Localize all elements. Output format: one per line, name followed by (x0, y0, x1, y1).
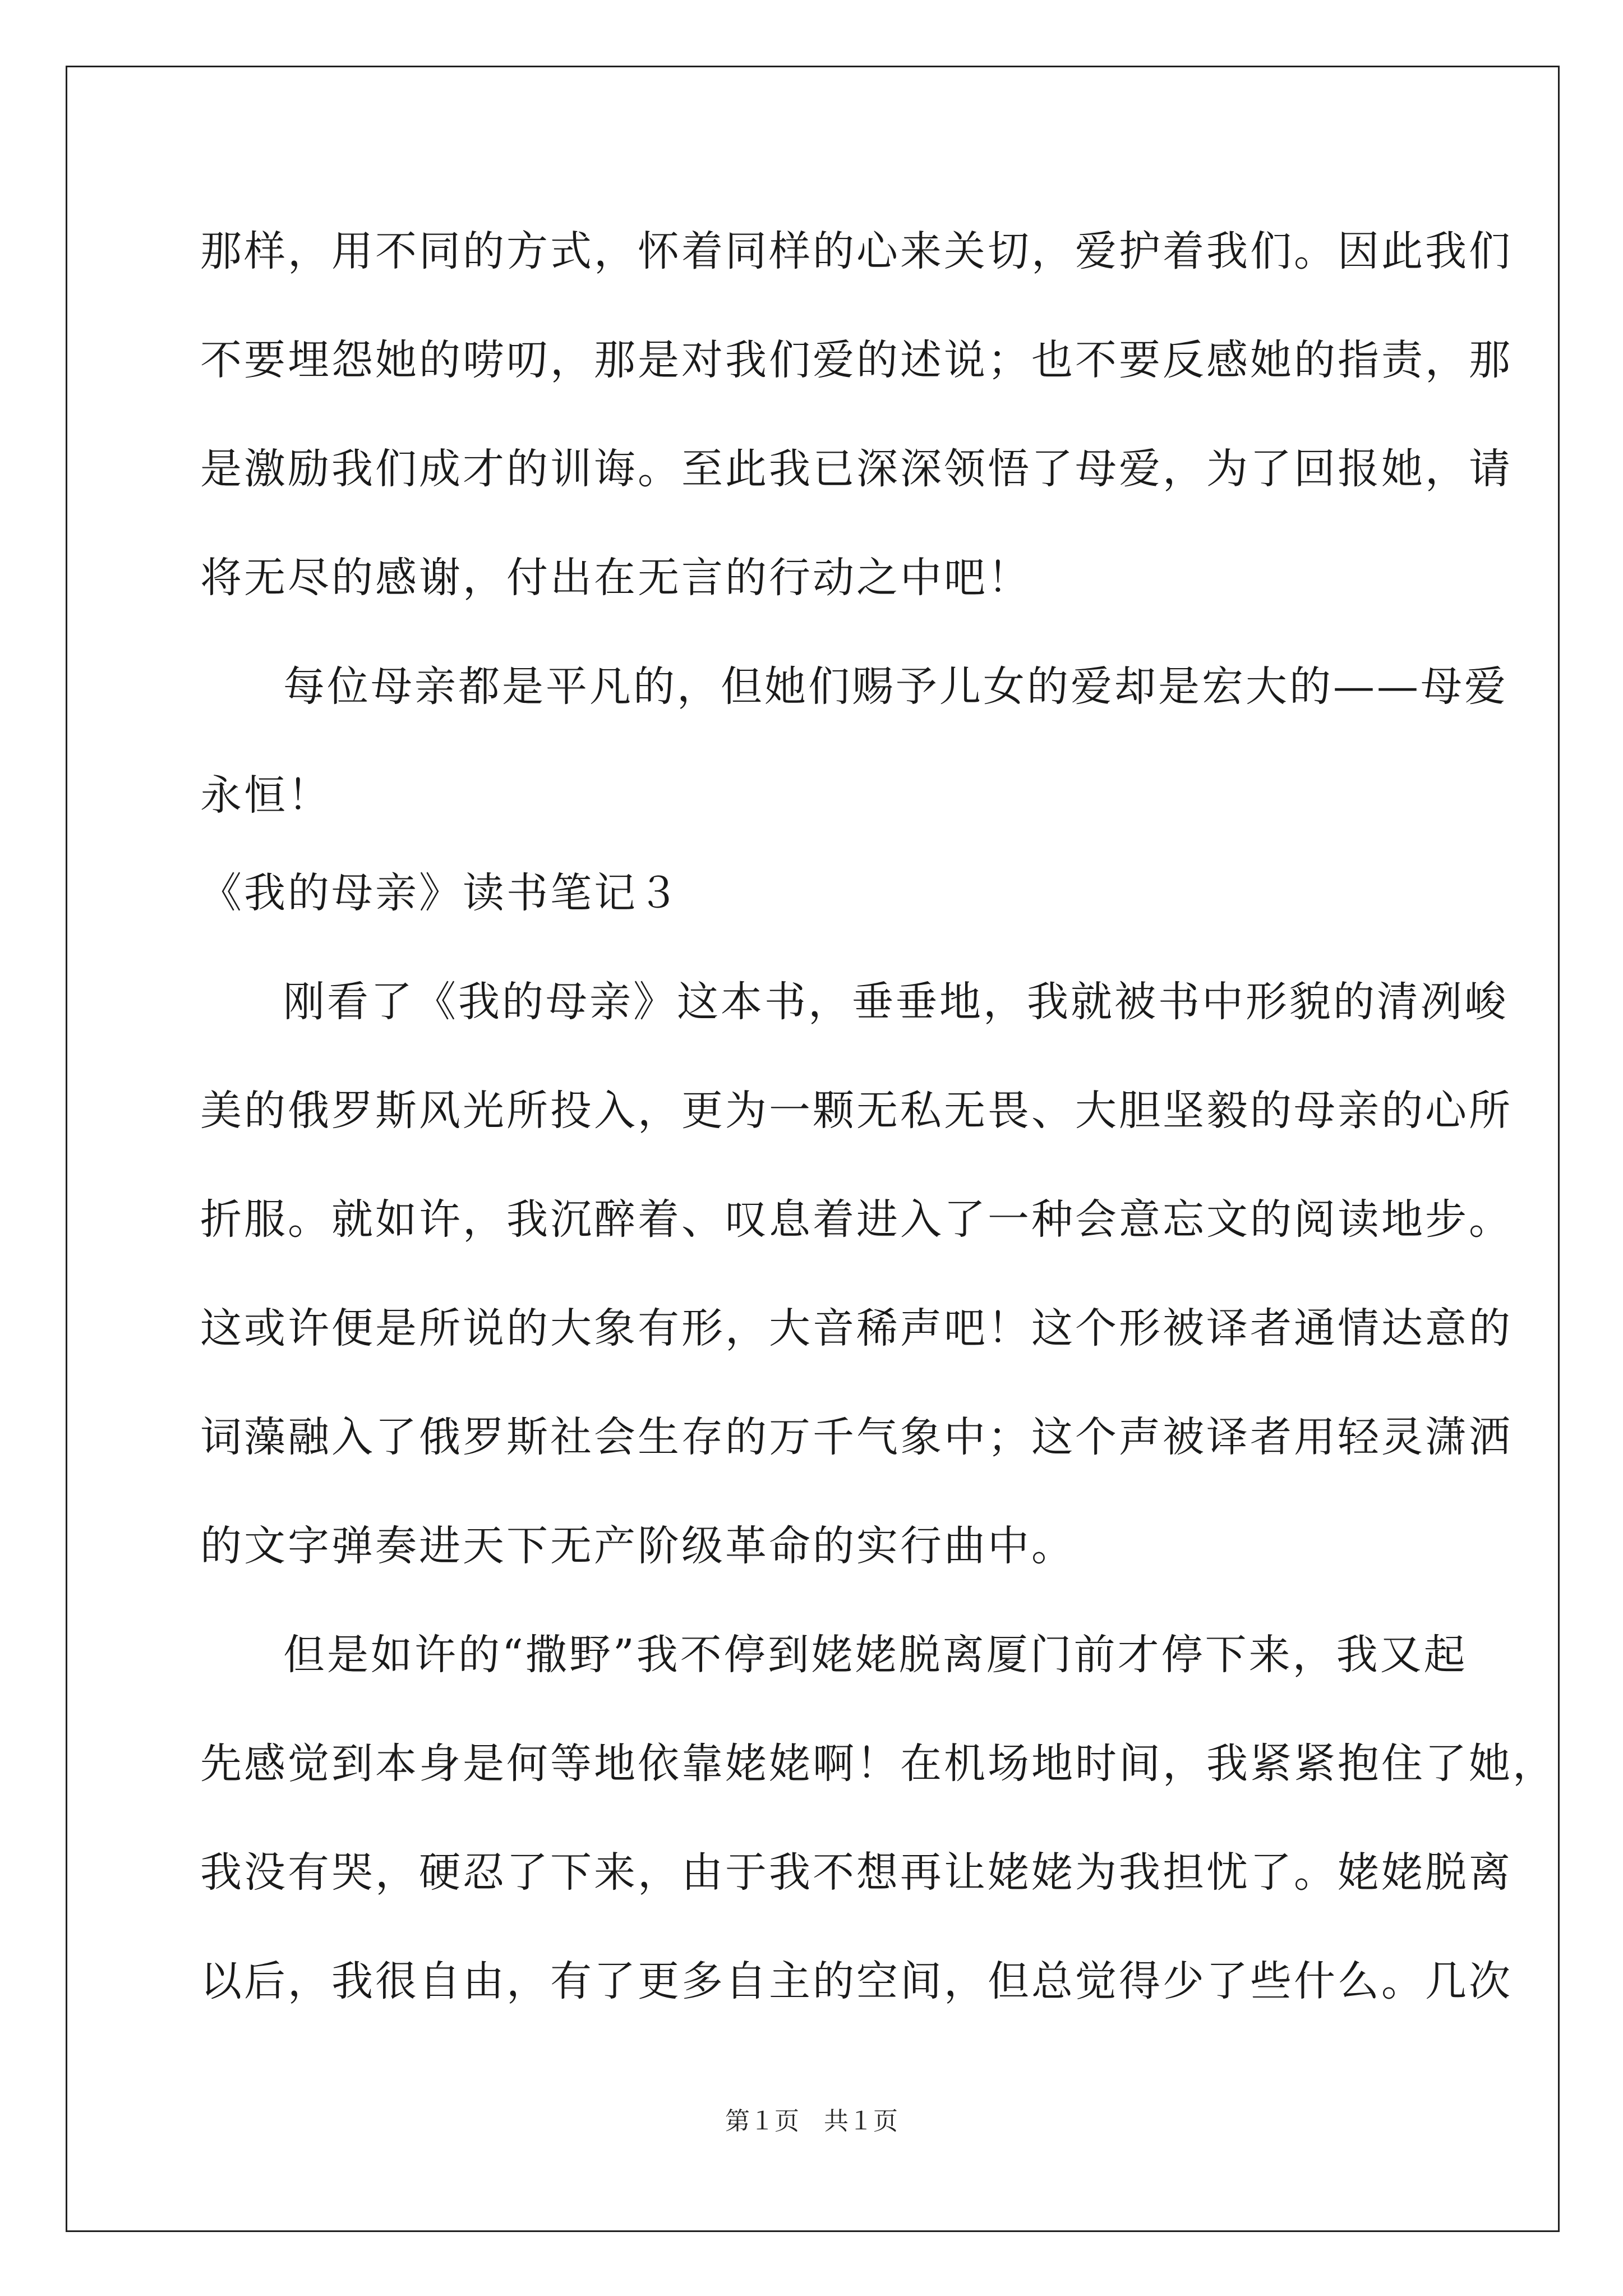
page-number: 第１页 共１页 (725, 2107, 898, 2136)
paragraph-line: 但是如许的“撒野”我不停到姥姥脱离厦门前才停下来，我又起 (283, 1631, 1468, 1679)
paragraph-line: 那样，用不同的方式，怀着同样的心来关切，爱护着我们。因此我们 (200, 227, 1513, 275)
paragraph-line: 永恒！ (200, 771, 331, 820)
paragraph-line: 折服。就如许，我沉醉着、叹息着进入了一种会意忘文的阅读地步。 (200, 1195, 1513, 1244)
paragraph-line: 是激励我们成才的训诲。至此我已深深领悟了母爱，为了回报她，请 (200, 445, 1513, 493)
paragraph-line: 词藻融入了俄罗斯社会生存的万千气象中；这个声被译者用轻灵潇洒 (200, 1413, 1513, 1461)
paragraph-line: 以后，我很自由，有了更多自主的空间，但总觉得少了些什么。几次 (200, 1957, 1513, 2005)
paragraph-line: 每位母亲都是平凡的，但她们赐予儿女的爱却是宏大的——母爱 (283, 662, 1508, 711)
paragraph-line: 不要埋怨她的唠叨，那是对我们爱的述说；也不要反感她的指责，那 (200, 336, 1513, 384)
paragraph-line: 美的俄罗斯风光所投入，更为一颗无私无畏、大胆坚毅的母亲的心所 (200, 1087, 1513, 1135)
paragraph-line: 这或许便是所说的大象有形，大音稀声吧！这个形被译者通情达意的 (200, 1304, 1513, 1352)
paragraph-line: 我没有哭，硬忍了下来，由于我不想再让姥姥为我担忧了。姥姥脱离 (200, 1848, 1513, 1897)
paragraph-line: 先感觉到本身是何等地依靠姥姥啊！在机场地时间，我紧紧抱住了她， (200, 1740, 1556, 1788)
paragraph-line: 的文字弹奏进天下无产阶级革命的实行曲中。 (200, 1522, 1075, 1570)
section-heading: 《我的母亲》读书笔记３ (200, 869, 681, 917)
paragraph-line: 将无尽的感谢，付出在无言的行动之中吧！ (200, 554, 1031, 602)
paragraph-line: 刚看了《我的母亲》这本书，垂垂地，我就被书中形貌的清冽峻 (283, 978, 1508, 1026)
